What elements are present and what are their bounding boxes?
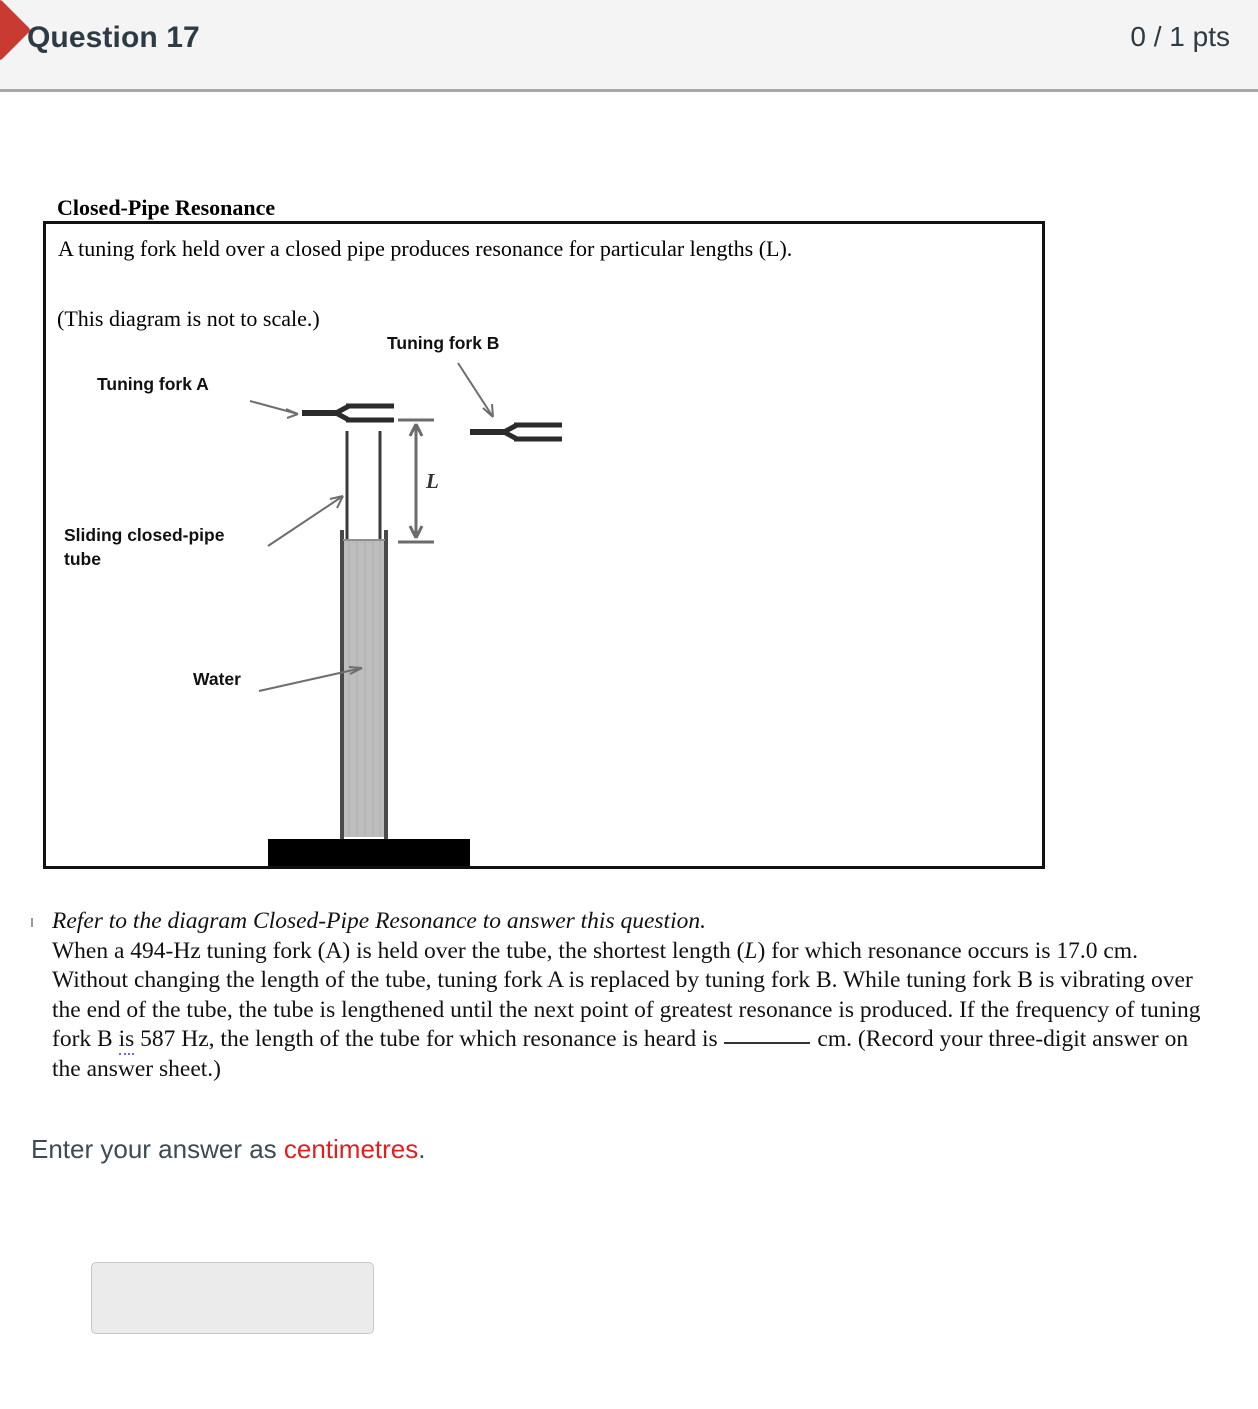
question-part-1b: -Hz tuning fork (A) is held over the tube, the shortest length ( — [165, 937, 745, 964]
page-title: Question 17 — [27, 21, 200, 54]
diagram-box — [43, 221, 1045, 869]
points-badge: 0 / 1 pts — [1130, 21, 1230, 52]
question-part-2: 587 Hz, the length of the tube for which resonance is heard is — [134, 1026, 724, 1052]
answer-prompt — [31, 1134, 426, 1165]
sliding-tube-label-line1: Sliding closed-pipe — [64, 525, 225, 545]
length-label-L: L — [426, 469, 439, 493]
answer-prompt-prefix: Enter your answer as — [31, 1134, 284, 1164]
question-misspelled-word: is — [119, 1026, 135, 1055]
answer-blank — [724, 1042, 810, 1044]
diagram-description-line1: A tuning fork held over a closed pipe produces resonance for particular lengths (L). — [58, 236, 793, 261]
apparatus-base — [268, 839, 470, 869]
question-header — [0, 0, 1258, 92]
question-symbol-L: L — [744, 937, 758, 964]
water-label: Water — [193, 669, 241, 689]
diagram-title: Closed-Pipe Resonance — [55, 195, 279, 220]
answer-input[interactable] — [91, 1262, 374, 1334]
question-part-1: When a 494 — [52, 937, 166, 964]
tuning-fork-a-icon — [302, 406, 394, 420]
tuning-fork-b-icon — [470, 425, 562, 439]
diagram-description-note: (This diagram is not to scale.) — [57, 306, 320, 331]
text-tick-mark — [31, 918, 33, 927]
tuning-fork-a-label: Tuning fork A — [97, 374, 209, 394]
resonance-apparatus-drawing — [46, 224, 1045, 869]
question-part-1c: ) for which resonance occurs is 17.0 cm. Without changing the length of the tube, tuning fork A is replaced by tuning fork B. While tuning fork B is vibrating over the end of the tube, the tube is lengthened until the next point of greatest resonance is produced. If the frequency of tuning fork B — [52, 937, 1201, 1052]
sliding-tube-label-line2: tube — [64, 549, 101, 569]
answer-unit-highlight: centimetres — [283, 1134, 419, 1164]
answer-prompt-suffix: . — [418, 1134, 426, 1164]
diagram-container — [43, 195, 1045, 870]
question-intro: Refer to the diagram Closed-Pipe Resonance to answer this question. — [52, 908, 706, 934]
tuning-fork-b-label: Tuning fork B — [387, 333, 500, 353]
question-body-text — [52, 907, 1212, 1084]
question-part-3: cm. (Record your three-digit answer on the answer sheet.) — [52, 1026, 1189, 1082]
